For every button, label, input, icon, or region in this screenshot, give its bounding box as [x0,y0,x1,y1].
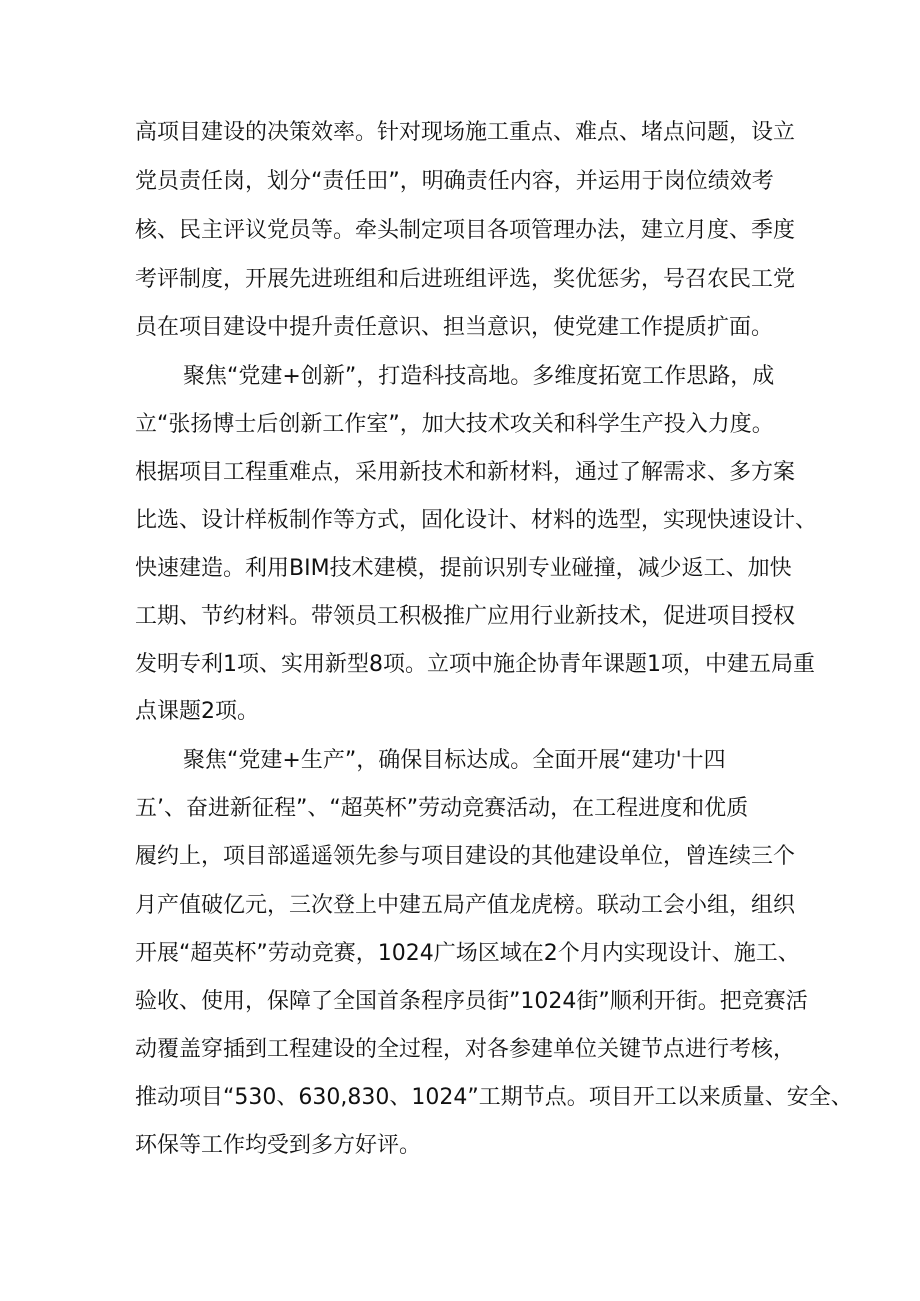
text-line: 比选、设计样板制作等方式，固化设计、材料的选型，实现快速设计、 [135,508,818,533]
text-line: 开展“超英杯”劳动竞赛，1024广场区域在2个月内实现设计、施工、 [135,941,800,966]
paragraph-lead-line: 聚焦“党建+生产”，确保目标达成。全面开展“建功'十四 [183,748,726,773]
text-line: 员在项目建设中提升责任意识、担当意识，使党建工作提质扩面。 [135,315,774,340]
text-line: 推动项目“530、630,830、1024”工期节点。项目开工以来质量、安全、 [135,1085,853,1110]
text-line: 高项目建设的决策效率。针对现场施工重点、难点、堵点问题，设立 [135,120,796,145]
text-line: 发明专利1项、实用新型8项。立项中施企协青年课题1项，中建五局重 [135,652,815,677]
text-line: 核、民主评议党员等。牵头制定项目各项管理办法，建立月度、季度 [135,218,796,243]
text-line: 履约上，项目部遥遥领先参与项目建设的其他建设单位，曾连续三个 [135,844,796,869]
text-line: 党员责任岗，划分“责任田”，明确责任内容，并运用于岗位绩效考 [135,169,774,194]
text-line: 动覆盖穿插到工程建设的全过程，对各参建单位关键节点进行考核， [135,1037,796,1062]
text-line: 点课题2项。 [135,699,259,724]
text-line: 环保等工作均受到多方好评。 [135,1133,422,1158]
text-line: 五’、奋进新征程”、“超英杯”劳动竞赛活动，在工程进度和优质 [135,796,749,821]
text-line: 月产值破亿元，三次登上中建五局产值龙虎榜。联动工会小组，组织 [135,893,796,918]
text-line: 考评制度，开展先进班组和后进班组评选，奖优惩劣，号召农民工党 [135,267,796,292]
text-line: 工期、节约材料。带领员工积极推广应用行业新技术，促进项目授权 [135,604,796,629]
text-line: 根据项目工程重难点，采用新技术和新材料，通过了解需求、多方案 [135,460,796,485]
paragraph-lead-line: 聚焦“党建+创新”，打造科技高地。多维度拓宽工作思路，成 [183,364,775,389]
text-line: 快速建造。利用BIM技术建模，提前识别专业碰撞，减少返工、加快 [135,556,792,581]
text-line: 立“张扬博士后创新工作室”，加大技术攻关和科学生产投入力度。 [135,412,774,437]
text-line: 验收、使用，保障了全国首条程序员街”1024街”顺利开街。把竞赛活 [135,989,808,1014]
